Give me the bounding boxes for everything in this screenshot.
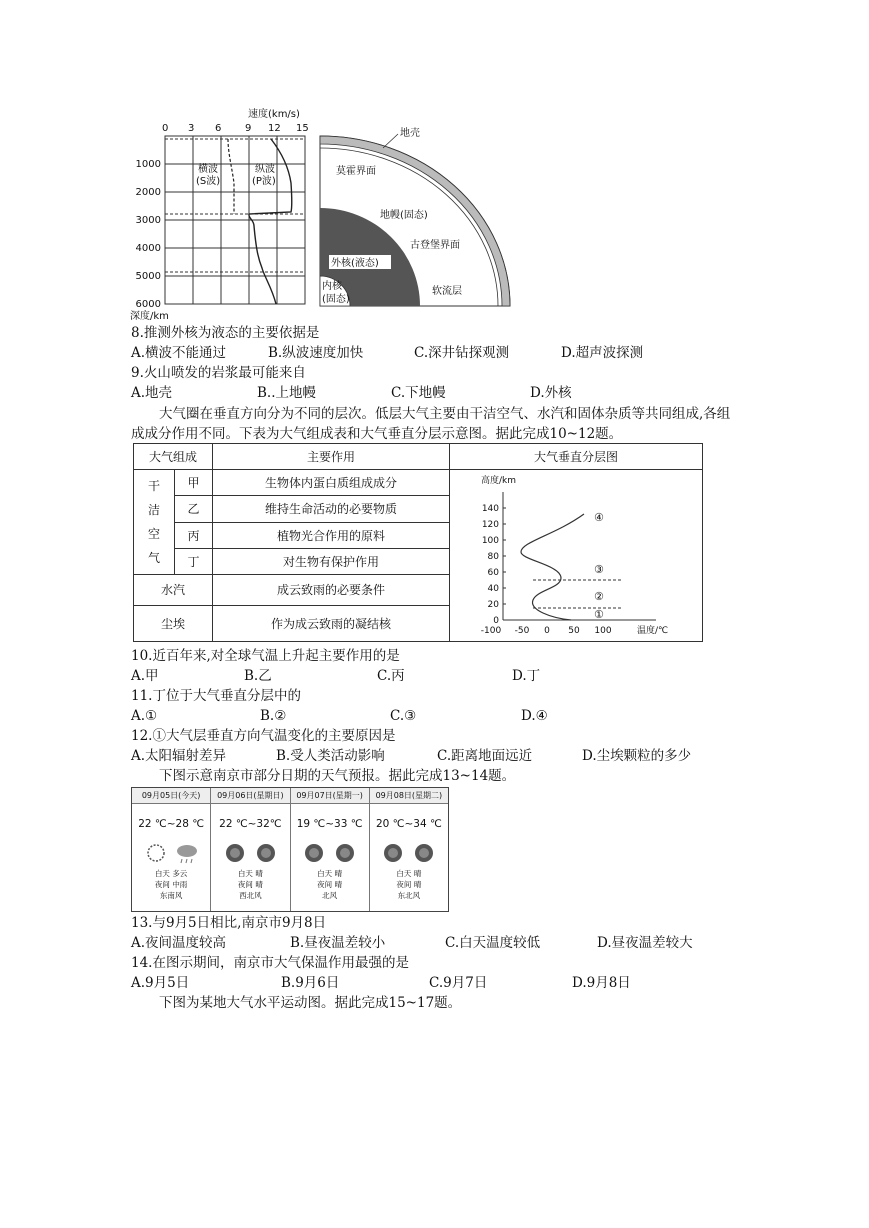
question-13-stem: 13.与9月5日相比,南京市9月8日 <box>131 915 327 931</box>
sunny-icon <box>411 840 437 866</box>
asthenosphere-label: 软流层 <box>432 286 462 297</box>
q11-option-c: C.③ <box>390 708 417 724</box>
q9-option-b: B..上地幔 <box>257 385 317 401</box>
forecast-temp: 20 ℃~34 ℃ <box>375 818 442 830</box>
p-wave-label: (P波) <box>252 176 276 187</box>
sunny-icon <box>301 840 327 866</box>
q8-option-c: C.深井钻探观测 <box>414 345 510 361</box>
q13-option-b: B.昼夜温差较小 <box>290 935 386 951</box>
depth-tick: 4000 <box>135 243 161 254</box>
component-name: 丙 <box>175 522 213 548</box>
forecast-detail: 白天 晴 夜间 晴 北风 <box>317 869 343 900</box>
speed-tick: 0 <box>162 123 169 134</box>
q8-option-b: B.纵波速度加快 <box>268 345 364 361</box>
component-name: 水汽 <box>134 575 213 605</box>
y-axis-title: 高度/km <box>481 476 517 486</box>
vertical-profile-cell <box>450 470 703 642</box>
partly-cloudy-icon <box>143 840 169 866</box>
q14-option-b: B.9月6日 <box>281 975 340 991</box>
question-11-stem: 11.丁位于大气垂直分层中的 <box>131 688 301 704</box>
q13-option-a: A.夜间温度较高 <box>131 935 227 951</box>
intro-15-17: 下图为某地大气水平运动图。据此完成15~17题。 <box>159 995 462 1011</box>
speed-axis-title: 速度(km/s) <box>248 109 300 120</box>
table-header: 大气组成 <box>134 444 213 470</box>
component-role: 作为成云致雨的凝结核 <box>213 605 450 641</box>
seismic-wave-figure <box>128 108 518 323</box>
forecast-day-card <box>291 788 370 911</box>
p-wave-label: 纵波 <box>255 164 275 175</box>
forecast-temp: 19 ℃~33 ℃ <box>296 818 363 830</box>
q8-option-d: D.超声波探测 <box>561 345 644 361</box>
q12-option-d: D.尘埃颗粒的多少 <box>582 748 692 764</box>
forecast-temp: 22 ℃~32℃ <box>219 818 282 830</box>
forecast-date: 09月06日(星期日) <box>211 788 289 804</box>
weather-forecast-figure <box>131 787 449 912</box>
layer-label: ① <box>594 608 604 621</box>
vertical-profile-chart <box>451 470 701 638</box>
dry-air-label: 干 洁 空 气 <box>134 470 175 575</box>
inner-core-label: 内核 <box>322 281 342 292</box>
y-tick: 0 <box>493 616 499 626</box>
sunny-icon <box>222 840 248 866</box>
component-name: 丁 <box>175 548 213 574</box>
q12-option-b: B.受人类活动影响 <box>276 748 385 764</box>
component-name: 尘埃 <box>134 605 213 641</box>
q14-option-c: C.9月7日 <box>429 975 488 991</box>
q10-option-b: B.乙 <box>244 668 272 684</box>
forecast-detail: 白天 晴 夜间 晴 东北风 <box>396 869 422 900</box>
crust-label: 地壳 <box>400 128 420 139</box>
component-role: 维持生命活动的必要物质 <box>213 496 450 522</box>
question-8-stem: 8.推测外核为液态的主要依据是 <box>131 325 320 341</box>
layer-label: ② <box>594 590 604 603</box>
depth-tick: 2000 <box>135 187 161 198</box>
sunny-icon <box>253 840 279 866</box>
forecast-temp: 22 ℃~28 ℃ <box>138 818 205 830</box>
forecast-day-card <box>132 788 211 911</box>
y-tick: 20 <box>487 600 499 610</box>
intro-13-14: 下图示意南京市部分日期的天气预报。据此完成13~14题。 <box>159 768 516 784</box>
speed-tick: 15 <box>296 123 309 134</box>
intro-10-12: 大气圈在垂直方向分为不同的层次。低层大气主要由干洁空气、水汽和固体杂质等共同组成,各组成成分作用不同。下表为大气组成表和大气垂直分层示意图。据此完成10~12题。 <box>131 406 731 442</box>
temperature-profile-curve <box>521 514 584 620</box>
component-role: 对生物有保护作用 <box>213 548 450 574</box>
component-name: 乙 <box>175 496 213 522</box>
earth-structure-diagram <box>320 136 510 306</box>
q14-option-a: A.9月5日 <box>131 975 190 991</box>
component-role: 植物光合作用的原料 <box>213 522 450 548</box>
forecast-date: 09月07日(星期一) <box>291 788 369 804</box>
depth-axis-title: 深度/km <box>130 311 169 322</box>
outer-core-label: 外核(液态) <box>331 258 379 269</box>
y-tick: 60 <box>487 568 499 578</box>
forecast-day-card <box>370 788 448 911</box>
y-tick: 120 <box>481 520 499 530</box>
q12-option-c: C.距离地面远近 <box>437 748 533 764</box>
x-tick: 0 <box>544 626 550 636</box>
question-14-stem: 14.在图示期间，南京市大气保温作用最强的是 <box>131 955 409 971</box>
q9-option-d: D.外核 <box>530 385 572 401</box>
q11-option-d: D.④ <box>521 708 548 724</box>
question-9-stem: 9.火山喷发的岩浆最可能来自 <box>131 365 306 381</box>
depth-tick: 6000 <box>135 299 161 310</box>
y-tick: 80 <box>487 552 499 562</box>
sunny-icon <box>332 840 358 866</box>
q10-option-a: A.甲 <box>131 668 159 684</box>
forecast-day-card <box>211 788 290 911</box>
x-tick: 50 <box>568 626 580 636</box>
q9-option-c: C.下地幔 <box>391 385 446 401</box>
x-tick: -50 <box>514 626 530 636</box>
q14-option-d: D.9月8日 <box>572 975 631 991</box>
x-tick: 100 <box>594 626 612 636</box>
question-10-stem: 10.近百年来,对全球气温上升起主要作用的是 <box>131 648 400 664</box>
speed-tick: 9 <box>245 123 252 134</box>
layer-label: ④ <box>594 511 604 524</box>
q13-option-c: C.白天温度较低 <box>445 935 541 951</box>
s-wave-curve <box>228 139 234 214</box>
component-role: 生物体内蛋白质组成成分 <box>213 470 450 496</box>
sunny-icon <box>380 840 406 866</box>
rain-cloud-icon <box>174 840 200 866</box>
s-wave-label: 横波 <box>198 164 218 175</box>
forecast-date: 09月05日(今天) <box>132 788 210 804</box>
q12-option-a: A.太阳辐射差异 <box>131 748 227 764</box>
q10-option-c: C.丙 <box>377 668 405 684</box>
x-tick: -100 <box>480 626 502 636</box>
mantle-label: 地幔(固态) <box>380 210 428 221</box>
table-header: 主要作用 <box>213 444 450 470</box>
y-tick: 100 <box>481 536 499 546</box>
atmosphere-table <box>133 443 703 642</box>
q8-option-a: A.横波不能通过 <box>131 345 227 361</box>
y-tick: 40 <box>487 584 499 594</box>
y-tick: 140 <box>481 504 499 514</box>
s-wave-label: (S波) <box>196 176 221 187</box>
speed-tick: 6 <box>215 123 222 134</box>
forecast-detail: 白天 多云 夜间 中雨 东南风 <box>154 869 188 900</box>
atmosphere-table-wrapper <box>133 443 703 642</box>
q11-option-b: B.② <box>260 708 287 724</box>
moho-label: 莫霍界面 <box>336 166 376 177</box>
depth-tick: 1000 <box>135 159 161 170</box>
q13-option-d: D.昼夜温差较大 <box>597 935 693 951</box>
forecast-detail: 白天 晴 夜间 晴 西北风 <box>237 869 263 900</box>
forecast-date: 09月08日(星期二) <box>370 788 448 804</box>
depth-tick: 5000 <box>135 271 161 282</box>
speed-tick: 3 <box>188 123 195 134</box>
depth-tick: 3000 <box>135 215 161 226</box>
x-axis-title: 温度/℃ <box>637 626 669 636</box>
inner-core-label: (固态) <box>322 294 350 305</box>
question-12-stem: 12.①大气层垂直方向气温变化的主要原因是 <box>131 728 396 744</box>
component-role: 成云致雨的必要条件 <box>213 575 450 605</box>
layer-label: ③ <box>594 563 604 576</box>
table-header: 大气垂直分层图 <box>450 444 703 470</box>
gutenberg-label: 古登堡界面 <box>410 240 460 251</box>
q9-option-a: A.地壳 <box>131 385 173 401</box>
q10-option-d: D.丁 <box>512 668 541 684</box>
q11-option-a: A.① <box>131 708 158 724</box>
component-name: 甲 <box>175 470 213 496</box>
speed-tick: 12 <box>268 123 281 134</box>
